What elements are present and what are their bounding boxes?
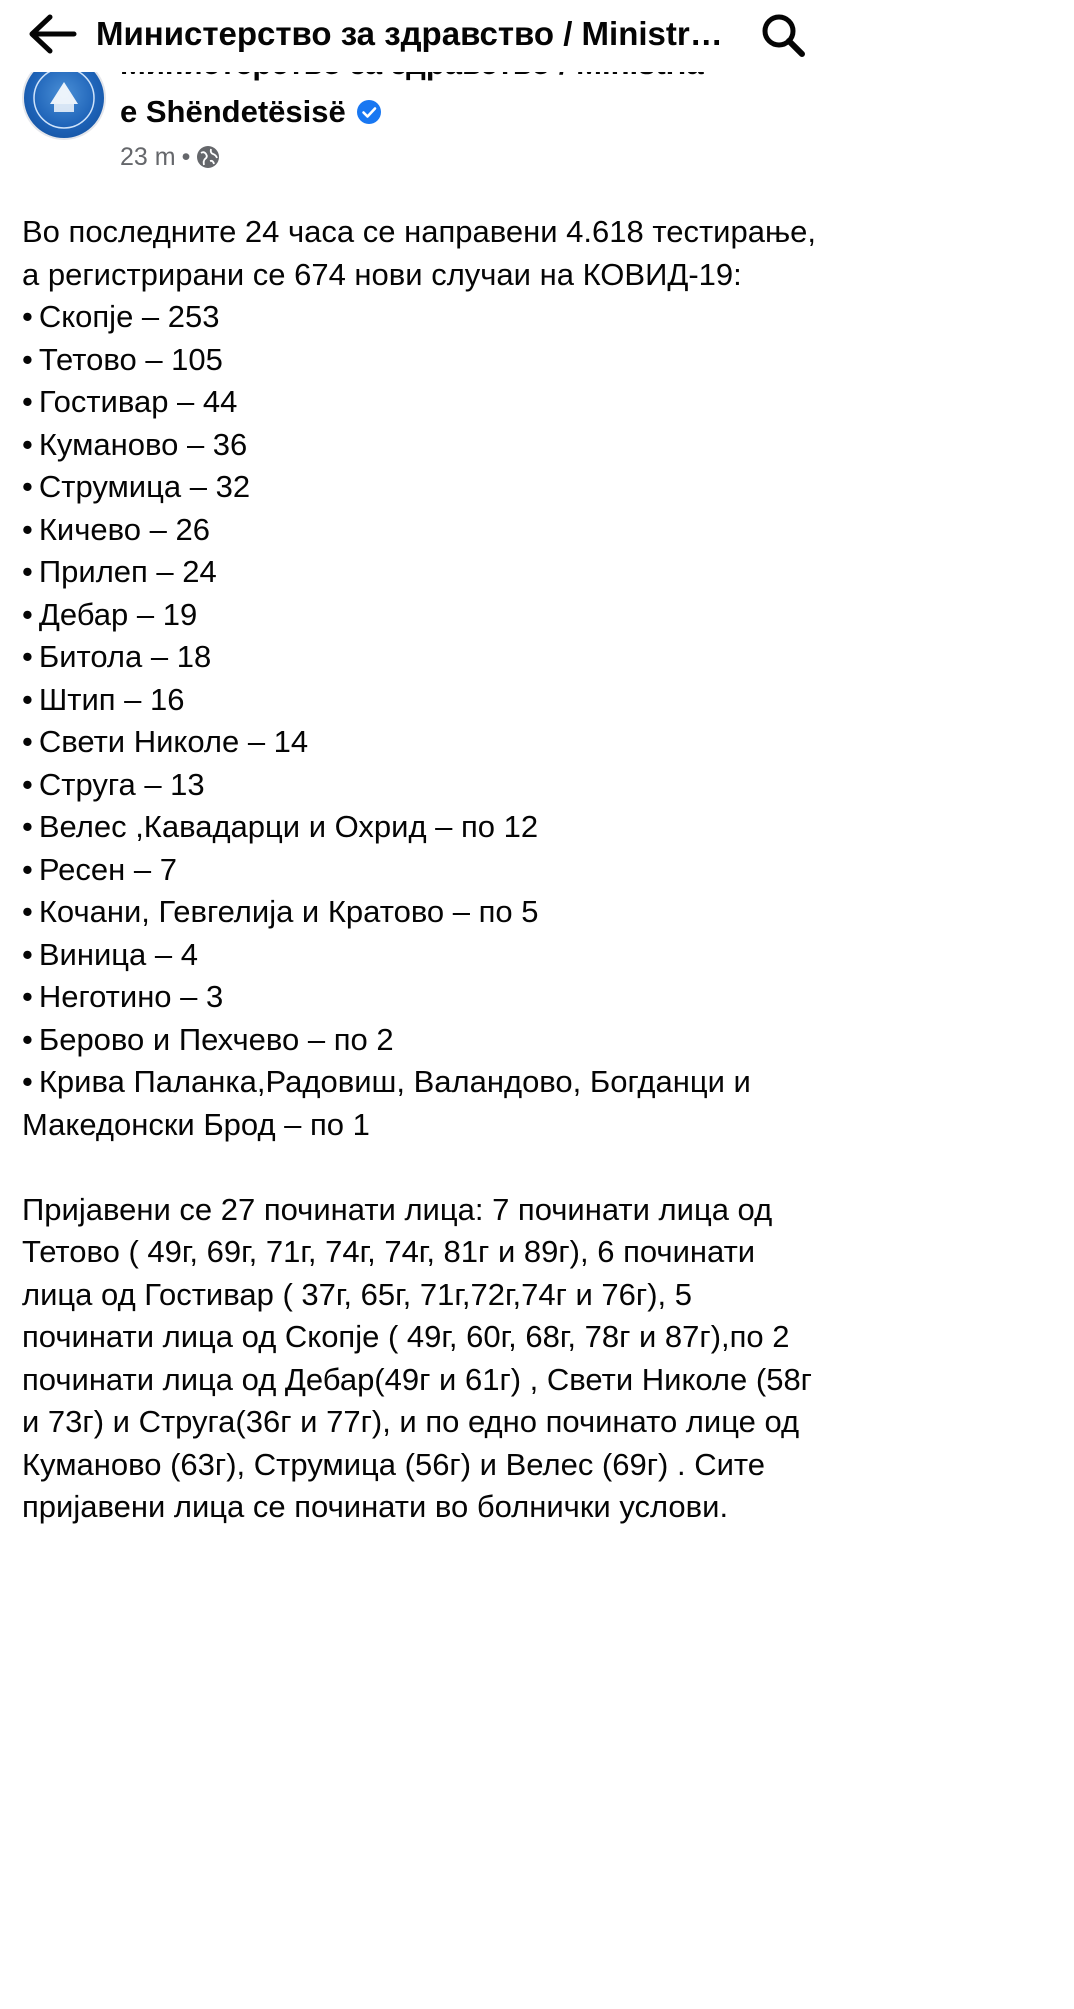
bullet: • bbox=[22, 299, 33, 334]
city-case-item bbox=[22, 849, 822, 892]
deaths-paragraph: Пријавени се 27 починати лица: 7 починати лица од Тетово ( 49г, 69г, 71г, 74г, 74г, 81г и 89г), 6 починати лица од Гостивар ( 37г, 65г, 71г,72г,74г и 76г), 5 починати лица од Скопје ( 49г, 60г, 68г, 78г и 87г),по 2 починати лица од Дебар(49г и 61г) , Свети Николе (58г и 73г) и Струга(36г и 77г), и по едно починато лице од Куманово (63г), Струмица (56г) и Велес (69г) . Сите пријавени лица се починати во болнички услови. bbox=[22, 1191, 812, 1524]
city-case-item bbox=[22, 891, 822, 934]
city-case-text: Струмица – 32 bbox=[38, 469, 251, 504]
meta-separator: • bbox=[181, 143, 191, 171]
city-case-item bbox=[22, 764, 822, 807]
post-meta bbox=[120, 142, 220, 172]
verified-badge-icon bbox=[356, 99, 382, 125]
bullet: • bbox=[22, 1021, 33, 1057]
author-name-text: e Shëndetësisë bbox=[120, 94, 346, 129]
city-case-text: Неготино – 3 bbox=[38, 979, 224, 1014]
city-case-text: Велес ,Кавадарци и Охрид – по 12 bbox=[38, 809, 539, 844]
city-case-text: Гостивар – 44 bbox=[38, 384, 238, 419]
post-body bbox=[22, 211, 822, 1529]
bullet: • bbox=[22, 469, 33, 504]
city-case-item bbox=[22, 296, 822, 339]
city-case-text: Штип – 16 bbox=[38, 681, 185, 717]
city-case-item bbox=[22, 339, 822, 382]
bullet: • bbox=[22, 511, 33, 547]
bullet: • bbox=[22, 724, 33, 759]
city-case-text: Берово и Пехчево – по 2 bbox=[38, 1021, 394, 1057]
bullet: • bbox=[22, 1064, 33, 1099]
author-name-line2[interactable] bbox=[120, 94, 382, 130]
city-case-text: Дебар – 19 bbox=[38, 596, 198, 632]
city-case-text: Ресен – 7 bbox=[38, 851, 177, 887]
city-case-item bbox=[22, 934, 822, 977]
bullet: • bbox=[22, 809, 33, 844]
city-case-text: Свети Николе – 14 bbox=[38, 724, 309, 759]
city-case-item bbox=[22, 636, 822, 679]
bullet: • bbox=[22, 596, 33, 632]
city-case-item bbox=[22, 721, 822, 764]
paragraph-gap bbox=[22, 1146, 822, 1189]
bullet: • bbox=[22, 851, 33, 887]
city-case-item bbox=[22, 1019, 822, 1062]
bullet: • bbox=[22, 681, 33, 717]
city-case-text: Битола – 18 bbox=[38, 639, 212, 674]
bullet: • bbox=[22, 384, 33, 419]
city-case-item bbox=[22, 679, 822, 722]
globe-icon bbox=[196, 145, 220, 169]
bullet: • bbox=[22, 979, 33, 1014]
bullet: • bbox=[22, 936, 33, 972]
post-intro: Во последните 24 часа се направени 4.618 тестирање, а регистрирани се 674 нови случаи на КОВИД-19: bbox=[22, 214, 816, 292]
top-bar bbox=[0, 0, 840, 72]
bullet: • bbox=[22, 554, 33, 589]
bullet: • bbox=[22, 426, 33, 462]
back-arrow-icon[interactable] bbox=[26, 12, 78, 56]
city-case-item bbox=[22, 806, 822, 849]
cases-by-city-list bbox=[22, 296, 822, 1146]
city-case-item bbox=[22, 976, 822, 1019]
city-case-text: Прилеп – 24 bbox=[38, 554, 217, 589]
city-case-item bbox=[22, 509, 822, 552]
page-title: Министерство за здравство / Ministr… bbox=[96, 15, 723, 52]
city-case-text: Виница – 4 bbox=[38, 936, 198, 972]
city-case-item bbox=[22, 551, 822, 594]
city-case-item bbox=[22, 381, 822, 424]
city-case-text: Кичево – 26 bbox=[38, 511, 210, 547]
city-case-text: Скопје – 253 bbox=[38, 299, 220, 334]
city-case-text: Тетово – 105 bbox=[38, 341, 223, 377]
city-case-text: Крива Паланка,Радовиш, Валандово, Богданци и Македонски Брод – по 1 bbox=[22, 1064, 751, 1142]
city-case-item bbox=[22, 466, 822, 509]
bullet: • bbox=[22, 639, 33, 674]
search-icon[interactable] bbox=[758, 10, 808, 60]
city-case-item bbox=[22, 1061, 822, 1146]
city-case-item bbox=[22, 424, 822, 467]
city-case-item bbox=[22, 594, 822, 637]
bullet: • bbox=[22, 894, 33, 929]
city-case-text: Куманово – 36 bbox=[38, 426, 248, 462]
post-time[interactable]: 23 m bbox=[120, 143, 176, 171]
city-case-text: Кочани, Гевгелија и Кратово – по 5 bbox=[38, 894, 539, 929]
bullet: • bbox=[22, 341, 33, 377]
post-header bbox=[0, 72, 840, 182]
bullet: • bbox=[22, 766, 33, 802]
city-case-text: Струга – 13 bbox=[38, 766, 205, 802]
